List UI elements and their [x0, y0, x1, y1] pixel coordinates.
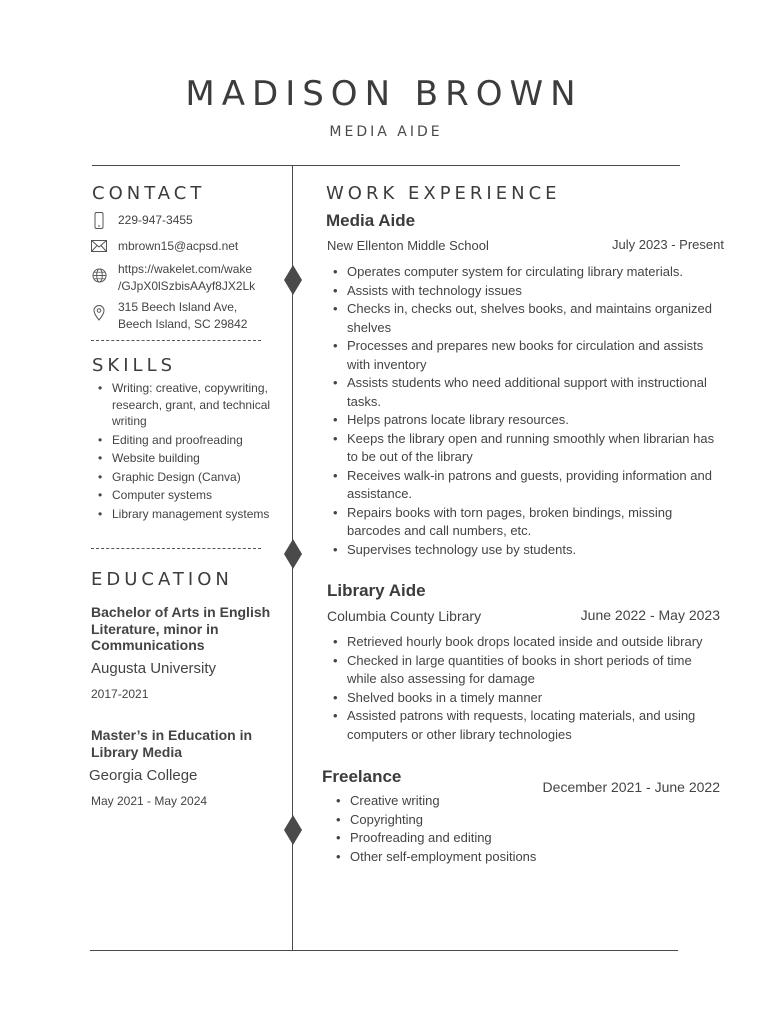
job-dates: June 2022 - May 2023	[580, 607, 720, 623]
skills-list	[92, 380, 277, 524]
education-degree: Bachelor of Arts in English Literature, minor in Communications	[91, 604, 271, 653]
candidate-role: MEDIA AIDE	[329, 124, 443, 140]
education-school: Georgia College	[89, 767, 198, 784]
phone-text: 229-947-3455	[118, 213, 193, 227]
job-duties	[327, 633, 722, 744]
education-degree: Master’s in Education in Library Media	[91, 727, 253, 760]
job-organization: Columbia County Library	[327, 608, 482, 624]
contact-website	[91, 261, 268, 295]
contact-address	[91, 299, 268, 333]
education-school: Augusta University	[91, 660, 217, 677]
job-dates: July 2023 - Present	[611, 237, 724, 252]
address-text	[118, 299, 268, 333]
divider-diamond	[284, 815, 302, 845]
divider-diamond	[284, 539, 302, 569]
location-pin-icon	[91, 305, 107, 321]
email-link[interactable]: mbrown15@acpsd.net	[118, 239, 239, 253]
globe-icon	[91, 267, 107, 283]
candidate-name: MADISON BROWN	[185, 74, 583, 114]
job-title: Freelance	[322, 767, 402, 786]
duty-item: • Copyrighting	[330, 811, 630, 830]
skill-item: • Website building	[92, 450, 277, 467]
education-dates: May 2021 - May 2024	[91, 794, 208, 808]
contact-phone	[91, 212, 268, 229]
bottom-divider	[90, 950, 678, 951]
duty-item: • Checked in large quantities of books in short periods of time while also assessing for damage	[327, 652, 722, 689]
duty-item: • Receives walk-in patrons and guests, providing information and assistance.	[327, 467, 727, 504]
contact-heading: CONTACT	[92, 183, 206, 204]
duty-item: • Assisted patrons with requests, locating materials, and using computers or other library technologies	[327, 707, 722, 744]
duty-item: • Supervises technology use by students.	[327, 541, 727, 560]
duty-item: • Repairs books with torn pages, broken bindings, missing barcodes and call numbers, etc.	[327, 504, 727, 541]
skill-item: • Editing and proofreading	[92, 432, 277, 449]
job-duties	[330, 792, 630, 866]
work-heading: WORK EXPERIENCE	[326, 183, 561, 204]
skill-item: • Computer systems	[92, 487, 277, 504]
job-organization: New Ellenton Middle School	[327, 238, 489, 253]
phone-icon	[91, 212, 107, 228]
duty-item: • Checks in, checks out, shelves books, and maintains organized shelves	[327, 300, 727, 337]
duty-item: • Proofreading and editing	[330, 829, 630, 848]
skill-item: • Graphic Design (Canva)	[92, 469, 277, 486]
duty-item: • Assists with technology issues	[327, 282, 727, 301]
education-heading: EDUCATION	[91, 569, 233, 590]
duty-item: • Assists students who need additional support with instructional tasks.	[327, 374, 727, 411]
skill-item: • Writing: creative, copywriting, research, grant, and technical writing	[92, 380, 277, 430]
envelope-icon	[91, 238, 107, 254]
address-line-2: Beech Island, SC 29842	[118, 317, 248, 331]
job-title: Media Aide	[326, 211, 416, 230]
job-dates: December 2021 - June 2022	[542, 779, 720, 795]
skills-heading: SKILLS	[92, 355, 177, 376]
duty-item: • Creative writing	[330, 792, 630, 811]
skill-item: • Library management systems	[92, 506, 277, 523]
job-duties	[327, 263, 727, 559]
education-dates: 2017-2021	[91, 687, 149, 701]
duty-item: • Helps patrons locate library resources.	[327, 411, 727, 430]
contact-email	[91, 238, 268, 255]
duty-item: • Processes and prepares new books for circulation and assists with inventory	[327, 337, 727, 374]
address-line-1: 315 Beech Island Ave,	[118, 300, 238, 314]
duty-item: • Shelved books in a timely manner	[327, 689, 722, 708]
website-line-1: https://wakelet.com/wake	[118, 262, 253, 276]
duty-item: • Other self-employment positions	[330, 848, 630, 867]
duty-item: • Operates computer system for circulating library materials.	[327, 263, 727, 282]
job-title: Library Aide	[327, 581, 426, 600]
website-link[interactable]	[118, 261, 268, 295]
skills-divider	[91, 548, 261, 549]
top-divider	[92, 165, 680, 166]
contact-divider	[91, 340, 261, 341]
duty-item: • Retrieved hourly book drops located inside and outside library	[327, 633, 722, 652]
duty-item: • Keeps the library open and running smoothly when librarian has to be out of the library	[327, 430, 727, 467]
website-line-2: /GJpX0lSzbisAAyf8JX2Lk	[118, 279, 256, 293]
divider-diamond	[284, 265, 302, 295]
